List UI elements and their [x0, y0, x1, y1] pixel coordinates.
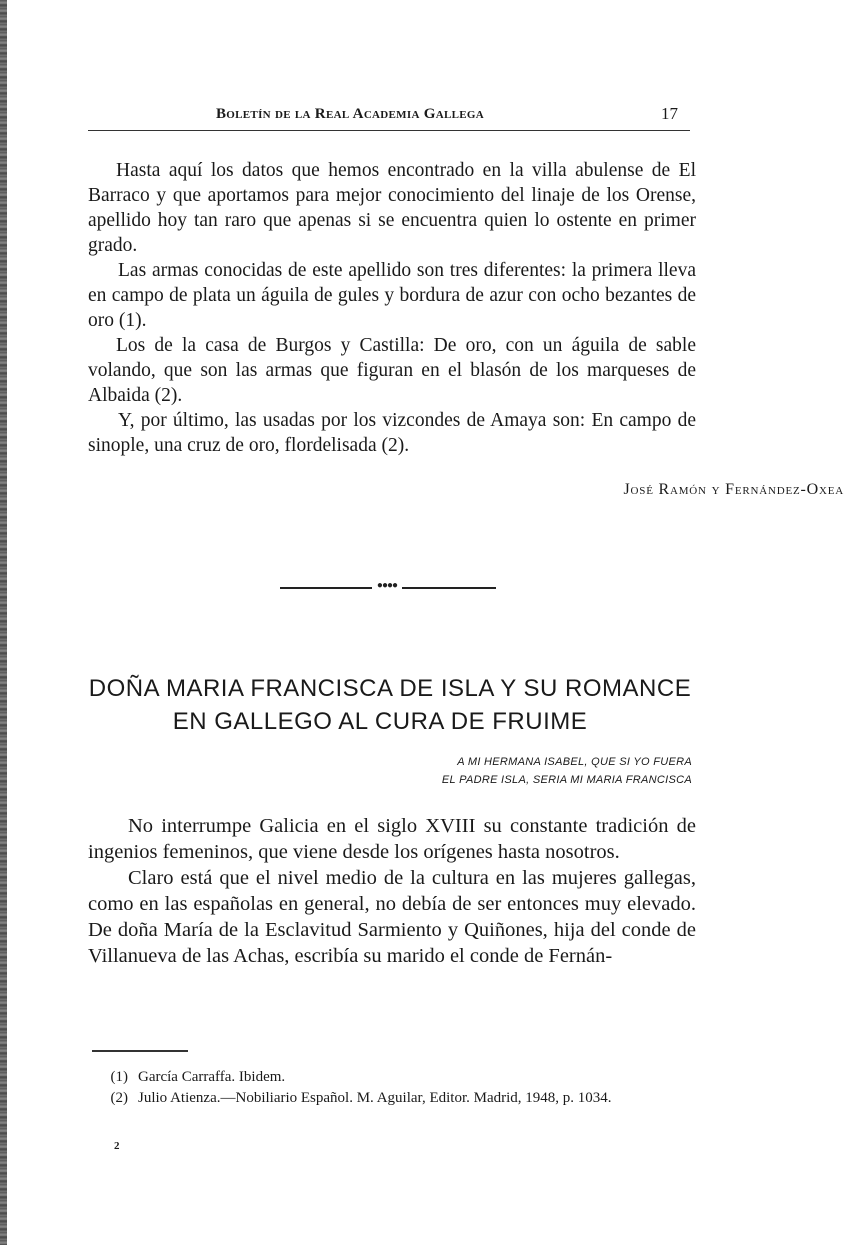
- divider-ornament-icon: ●●●●: [376, 580, 398, 591]
- footnote-text: García Carraffa. Ibidem.: [138, 1069, 286, 1085]
- running-header: [88, 104, 690, 131]
- divider-line-left: [280, 587, 372, 589]
- page-number: 17: [661, 104, 678, 123]
- article-title-line-2: EN GALLEGO AL CURA DE FRUIME: [172, 708, 588, 735]
- footnote: [88, 1067, 698, 1088]
- divider-line-right: [402, 587, 496, 589]
- paragraph: Hasta aquí los datos que hemos encontrado en la villa abulense de El Barraco y que aportamos para mejor conocimiento del linaje de los Orense, apellido hoy tan raro que apenas si se encuentra quien lo ostente en primer grado.: [88, 160, 696, 256]
- dedication: [442, 753, 692, 789]
- paragraph: Las armas conocidas de este apellido son tres diferentes: la primera lleva en campo de plata un águila de gules y bordura de azur con ocho bezantes de oro (1).: [88, 260, 696, 331]
- author-signature: José Ramón y Fernández-Oxea: [623, 481, 844, 498]
- footnote-number: (2): [110, 1090, 128, 1106]
- footnotes: [88, 1067, 698, 1109]
- article-one-body: [88, 158, 696, 458]
- dedication-line: A MI HERMANA ISABEL, QUE SI YO FUERA: [457, 756, 692, 768]
- paragraph: Y, por último, las usadas por los vizcondes de Amaya son: En campo de sinople, una cruz de oro, flordelisada (2).: [88, 410, 696, 456]
- page-binding-edge: [0, 0, 7, 1245]
- footnote: [88, 1088, 698, 1109]
- footnote-text: Julio Atienza.—Nobiliario Español. M. Aguilar, Editor. Madrid, 1948, p. 1034.: [138, 1090, 612, 1106]
- paragraph: Claro está que el nivel medio de la cultura en las mujeres gallegas, como en las españolas en general, no debía de ser entonces muy elevado. De doña María de la Esclavitud Sarmiento y Quiñones, hija del conde de Villanueva de las Achas, escribía su marido el conde de Fernán-: [88, 867, 696, 967]
- dedication-line: EL PADRE ISLA, SERIA MI MARIA FRANCISCA: [441, 774, 692, 786]
- paragraph: No interrumpe Galicia en el siglo XVIII su constante tradición de ingenios femeninos, que viene desde los orígenes hasta nosotros.: [88, 815, 696, 863]
- article-two-body: [88, 813, 696, 969]
- journal-title: Boletín de la Real Academia Gallega: [216, 106, 484, 122]
- paragraph: Los de la casa de Burgos y Castilla: De oro, con un águila de sable volando, que son las armas que figuran en el blasón de los marqueses de Albaida (2).: [88, 335, 696, 406]
- article-title-line-1: DOÑA MARIA FRANCISCA DE ISLA Y SU ROMANCE: [88, 675, 692, 702]
- section-divider: [280, 580, 496, 591]
- footnote-rule: [92, 1050, 188, 1052]
- printer-signature-mark: 2: [114, 1140, 120, 1152]
- footnote-number: (1): [110, 1069, 128, 1085]
